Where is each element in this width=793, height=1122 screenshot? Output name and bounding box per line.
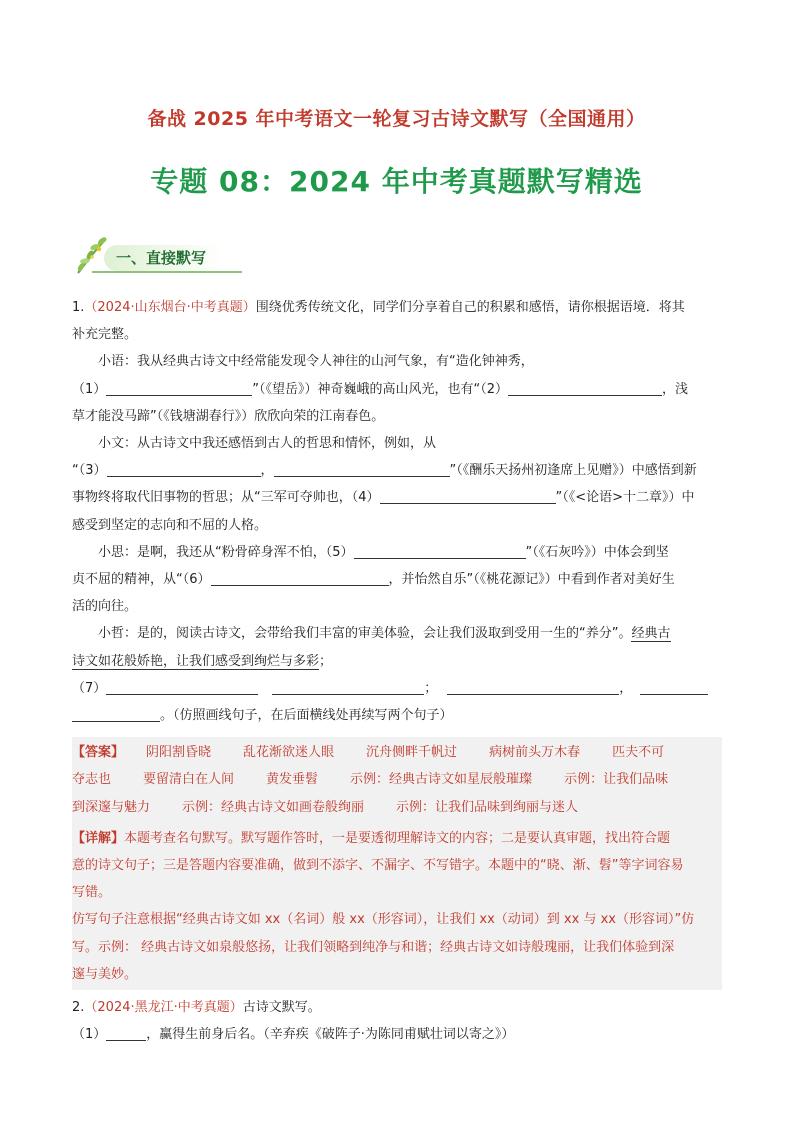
q1-para-5 [72, 675, 722, 702]
detail-line-6 [72, 961, 722, 988]
answer-item: 到深邃与魅力 [72, 799, 151, 815]
answer-item: 黄发垂髫 [266, 772, 319, 788]
q1-para-1 [72, 348, 722, 375]
detail-line-2 [72, 852, 722, 879]
q1-p1-text: 小语：我从经典古诗文中经常能发现令人神往的山河气象，有“造化钟神秀， [98, 354, 534, 370]
answer-item: 要留清白在人间 [143, 772, 235, 788]
q1-p4-text: 小哲：是的，阅读古诗文，会带给我们丰富的审美体验，会让我们汲取到受用一生的“养分”。 [98, 626, 632, 642]
q1-p2-source2: ”（《<论语>十二章》）中 [555, 490, 695, 506]
q1-para-3-end [72, 593, 722, 620]
q1-para-4 [72, 620, 722, 647]
answer-label: 【答案】 [72, 745, 125, 761]
answer-blank-4[interactable] [380, 488, 556, 504]
answer-item: 示例：经典古诗文如星辰般璀璨 [350, 772, 533, 788]
q1-p1-mid: ”（《望岳》）神奇巍峨的高山风光，也有“（2） [252, 381, 509, 397]
answer-line-2 [72, 766, 722, 793]
answer-blank-1[interactable] [106, 380, 252, 396]
q1-p4-semicolon: ； [319, 653, 333, 669]
q1-p3-mid: 贞不屈的精神，从“（6） [72, 572, 211, 588]
detail-text: 仿写句子注意根据“经典古诗文如 xx（名词）般 xx（形容词），让我们 xx（动词）到 xx 与 xx（形容词）”仿 [72, 912, 695, 928]
detail-text: 写错。 [72, 885, 112, 901]
detail-text: 意的诗文句子；三是答题内容要准确，做到不添字、不漏字、不写错字。本题中的“晓、渐、髫”等字词容易 [72, 858, 684, 874]
q1-p5-instruction: 。（仿照画线句子，在后面横线处再续写两个句子） [160, 708, 453, 724]
answer-item: 夺志也 [72, 772, 112, 788]
answer-box [72, 737, 722, 990]
q1-p2-label3: “（3） [72, 463, 107, 479]
q1-para-3-cont [72, 566, 722, 593]
q2-item1-label: （1） [72, 1027, 107, 1043]
detail-text: 邃与美妙。 [72, 966, 138, 982]
answer-blank-2[interactable] [508, 380, 662, 396]
q1-number: 1. [72, 300, 85, 315]
q1-p5-comma: ， [619, 680, 633, 696]
answer-line-3 [72, 794, 722, 821]
q1-p4-underlined-a: 经典古 [631, 626, 671, 642]
answer-blank-7a[interactable] [106, 679, 258, 695]
document-title: 备战 2025 年中考语文一轮复习古诗文默写（全国通用） [147, 108, 646, 130]
answer-item: 示例：经典古诗文如画卷般绚丽 [182, 799, 365, 815]
answer-item: 示例：让我们品味 [564, 772, 669, 788]
q1-p1-label1: （1） [72, 381, 107, 397]
q1-para-3 [72, 539, 722, 566]
detail-line-1 [72, 825, 722, 852]
q1-para-2-end [72, 512, 722, 539]
q1-p5-label7: （7） [72, 680, 107, 696]
q1-p2-comma: ， [260, 463, 274, 479]
answer-item: 阴阳割昏晓 [146, 745, 212, 761]
q1-source: （2024·山东烟台·中考真题） [84, 300, 256, 315]
answer-line-1 [72, 739, 722, 766]
section-underline [92, 271, 242, 273]
detail-line-3 [72, 879, 722, 906]
q1-p4-underlined-b: 诗文如花般娇艳，让我们感受到绚烂与多彩 [72, 653, 320, 669]
section-header [72, 233, 252, 279]
answer-blank-7d[interactable] [640, 679, 708, 695]
detail-line-5 [72, 934, 722, 961]
detail-line-4 [72, 906, 722, 933]
answer-item: 示例：让我们品味到绚丽与迷人 [396, 799, 579, 815]
q1-p2-source: ”（《酬乐天扬州初逢席上见赠》）中感悟到新 [449, 463, 697, 479]
answer-blank-7e[interactable] [72, 706, 160, 722]
q1-stem-line1: 围绕优秀传统文化，同学们分享着自己的积累和感悟，请你根据语境．将其 [255, 300, 685, 315]
q1-stem-cont [72, 321, 722, 348]
q1-para-4-cont [72, 648, 722, 675]
q1-para-1-cont [72, 376, 722, 403]
answer-blank-7b[interactable] [272, 679, 424, 695]
detail-text: 本题考查名句默写。默写题作答时，一是要透彻理解诗文的内容；二是要认真审题，找出符合题 [124, 830, 671, 846]
q1-para-2-cont2 [72, 484, 722, 511]
answer-item: 病树前头万木春 [489, 745, 581, 761]
section-title: 一、直接默写 [104, 245, 222, 271]
detail-text: 写。示例： 经典古诗文如泉般悠扬，让我们领略到纯净与和谐；经典古诗文如诗般瑰丽，让我们体验到深 [72, 939, 675, 955]
answer-blank-7c[interactable] [447, 679, 619, 695]
q2-stem [72, 994, 722, 1021]
q1-p2-tail: 感受到坚定的志向和不屈的人格。 [72, 517, 268, 533]
q1-p2-mid: 事物终将取代旧事物的哲思；从“三军可夺帅也，（4） [72, 490, 380, 506]
q2-source: （2024·黑龙江·中考真题） [84, 1000, 243, 1016]
answer-blank-6[interactable] [211, 570, 389, 586]
document-subtitle: 专题 08：2024 年中考真题默写精选 [150, 165, 643, 198]
q1-para-1-end [72, 403, 722, 430]
content-body [72, 294, 722, 1048]
answer-blank-q2-1[interactable] [106, 1025, 146, 1041]
q1-stem-line2: 补充完整。 [72, 327, 138, 343]
answer-item: 乱花渐欲迷人眼 [243, 745, 335, 761]
answer-blank-3b[interactable] [274, 461, 450, 477]
q2-item-1 [72, 1021, 722, 1048]
q2-stem-text: 古诗文默写。 [242, 1000, 321, 1016]
q1-stem [72, 294, 722, 321]
q1-para-5-cont [72, 702, 722, 729]
detail-label: 【详解】 [72, 830, 125, 846]
q1-p5-semicolon: ； [424, 680, 438, 696]
q1-p2-text: 小文：从古诗文中我还感悟到古人的哲思和情怀，例如，从 [98, 436, 437, 452]
q1-p1-tail: 草才能没马蹄”（《钱塘湖春行》）欣欣向荣的江南春色。 [72, 408, 385, 424]
answer-blank-5[interactable] [354, 543, 526, 559]
q2-number: 2. [72, 1000, 85, 1016]
q1-p3-text: 小思：是啊，我还从“粉骨碎身浑不怕，（5） [98, 544, 354, 560]
q2-item1-text: ，赢得生前身后名。（辛弃疾《破阵子·为陈同甫赋壮词以寄之》） [146, 1027, 515, 1043]
q1-p1-end: ，浅 [662, 381, 689, 397]
q1-para-2 [72, 430, 722, 457]
q1-para-2-cont [72, 457, 722, 484]
q1-p3-tail: 活的向往。 [72, 599, 138, 615]
answer-item: 沉舟侧畔千帆过 [366, 745, 458, 761]
answer-item: 匹夫不可 [612, 745, 665, 761]
answer-blank-3a[interactable] [107, 461, 261, 477]
q1-p3-source: ”（《石灰吟》）中体会到坚 [525, 544, 669, 560]
q1-p3-source2: ，并怡然自乐”（《桃花源记》）中看到作者对美好生 [388, 572, 675, 588]
